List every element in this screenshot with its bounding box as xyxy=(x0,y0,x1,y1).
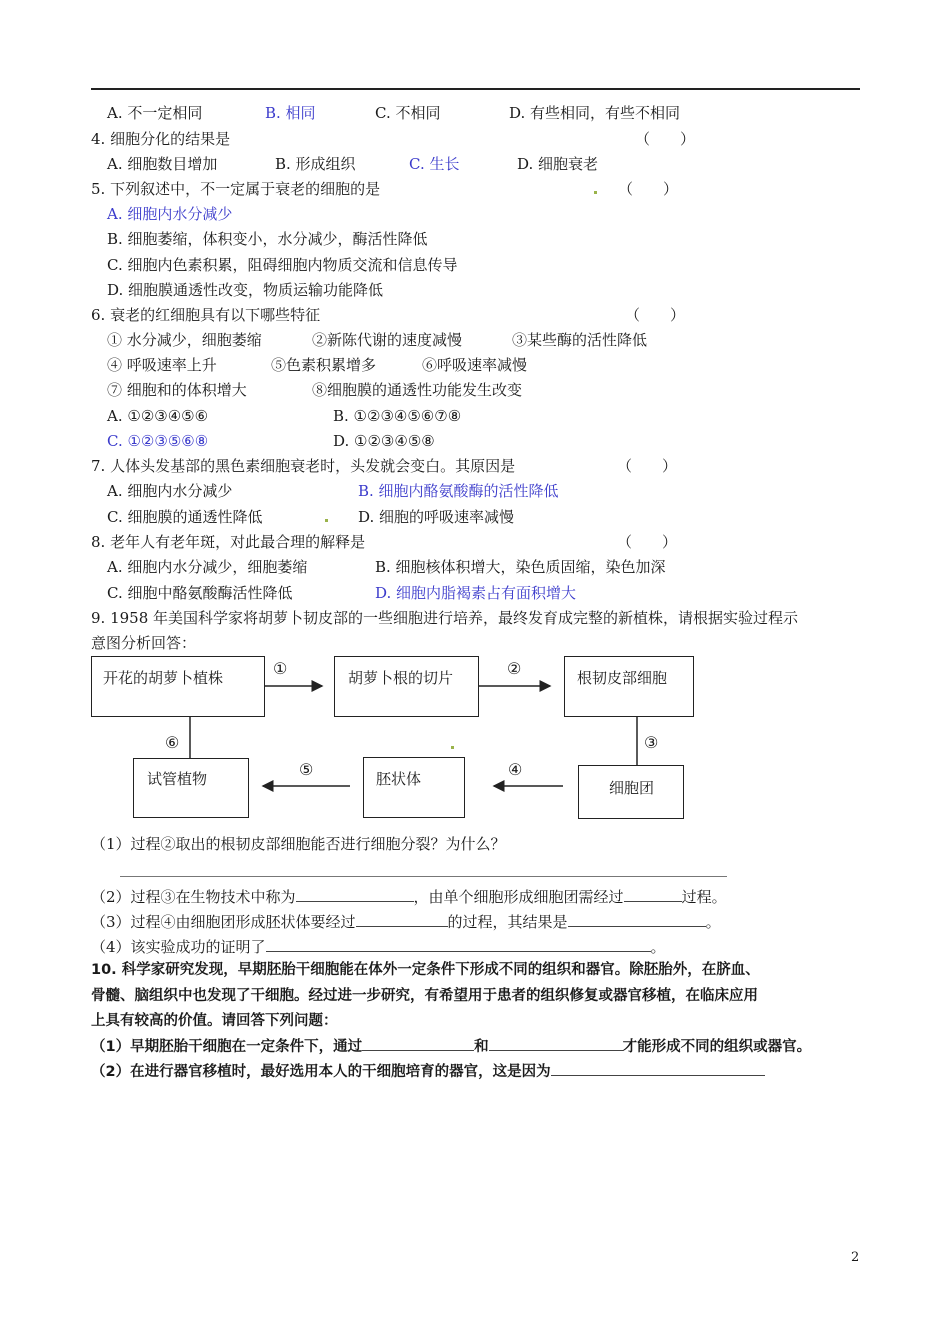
q9-part1-answer-line xyxy=(120,876,727,877)
q3-option-b: B. 相同 xyxy=(265,104,316,122)
q9-stem-line2: 意图分析回答： xyxy=(91,634,197,652)
q10-stem-line3: 上具有较高的价值。请回答下列问题： xyxy=(91,1013,338,1029)
q7-option-c: C. 细胞膜的通透性降低 xyxy=(107,508,263,526)
q7-answer-paren: （ ） xyxy=(617,457,678,475)
q6-feature-5: ⑤色素积累增多 xyxy=(271,356,377,374)
q10-part1-text-c: 才能形成不同的组织或器官。 xyxy=(622,1039,812,1055)
q10-stem-line1: 10. 科学家研究发现，早期胚胎干细胞能在体外一定条件下形成不同的组织和器官。除胚胎外，在脐血、 xyxy=(91,962,760,978)
step-4-marker: ④ xyxy=(508,760,523,779)
q9-part4-text-b: 。 xyxy=(650,938,666,956)
q6-feature-1: ① 水分减少，细胞萎缩 xyxy=(107,331,262,349)
q8-option-b: B. 细胞核体积增大，染色质固缩，染色加深 xyxy=(375,558,666,576)
q8-stem: 8. 老年人有老年斑，对此最合理的解释是 xyxy=(91,533,366,551)
q9-part3-blank-1[interactable] xyxy=(356,911,448,927)
q6-feature-3: ③某些酶的活性降低 xyxy=(512,331,648,349)
step-5-marker: ⑤ xyxy=(299,760,314,779)
box-callus-label: 细胞团 xyxy=(609,779,655,797)
box-root-slice-label: 胡萝卜根的切片 xyxy=(348,669,454,687)
q6-option-a: A. ①②③④⑤⑥ xyxy=(107,407,209,425)
step-1-marker: ① xyxy=(273,659,288,678)
step-6-marker: ⑥ xyxy=(165,733,180,752)
q8-option-a: A. 细胞内水分减少，细胞萎缩 xyxy=(107,558,308,576)
q9-part3-blank-2[interactable] xyxy=(568,911,706,927)
q6-option-d: D. ①②③④⑤⑧ xyxy=(333,432,435,450)
q6-option-b: B. ①②③④⑤⑥⑦⑧ xyxy=(333,407,462,425)
q10-part2-blank[interactable] xyxy=(551,1060,765,1076)
q6-feature-7: ⑦ 细胞和的体积增大 xyxy=(107,381,247,399)
q5-option-b: B. 细胞萎缩，体积变小，水分减少，酶活性降低 xyxy=(107,230,428,248)
q6-feature-4: ④ 呼吸速率上升 xyxy=(107,356,217,374)
q10-part2-text-a: （2）在进行器官移植时，最好选用本人的干细胞培育的器官，这是因为 xyxy=(91,1064,551,1080)
q10-part2 xyxy=(91,1060,765,1082)
q6-feature-2: ②新陈代谢的速度减慢 xyxy=(312,331,463,349)
q3-option-a: A. 不一定相同 xyxy=(107,104,203,122)
q6-feature-6: ⑥呼吸速率减慢 xyxy=(422,356,528,374)
q5-option-d: D. 细胞膜通透性改变，物质运输功能降低 xyxy=(107,281,384,299)
q5-answer-paren: （ ） xyxy=(618,180,679,198)
q9-part3-text-c: 。 xyxy=(705,913,721,931)
q9-part2-text-c: 过程。 xyxy=(681,888,727,906)
q9-part3-text-b: 的过程，其结果是 xyxy=(447,913,568,931)
q9-part3-text-a: （3）过程④由细胞团形成胚状体要经过 xyxy=(91,913,356,931)
q8-option-c: C. 细胞中酪氨酸酶活性降低 xyxy=(107,584,293,602)
q6-option-c: C. ①②③⑤⑥⑧ xyxy=(107,432,209,450)
q9-part2-text-a: （2）过程③在生物技术中称为 xyxy=(91,888,296,906)
box-flowering-carrot-label: 开花的胡萝卜植株 xyxy=(103,669,224,687)
box-test-tube-plant-label: 试管植物 xyxy=(147,770,208,788)
box-phloem-cells-label: 根韧皮部细胞 xyxy=(577,669,668,687)
q7-option-d: D. 细胞的呼吸速率减慢 xyxy=(358,508,515,526)
page-number: 2 xyxy=(851,1250,860,1265)
q6-answer-paren: （ ） xyxy=(625,306,686,324)
q10-part1-text-a: （1）早期胚胎干细胞在一定条件下，通过 xyxy=(91,1039,363,1055)
q5-stem: 5. 下列叙述中，不一定属于衰老的细胞的是 xyxy=(91,180,381,198)
q5-option-a: A. 细胞内水分减少 xyxy=(107,205,233,223)
q9-part2 xyxy=(91,886,727,907)
q9-part2-blank-2[interactable] xyxy=(624,886,682,902)
q4-option-b: B. 形成组织 xyxy=(275,155,356,173)
q4-option-c: C. 生长 xyxy=(409,155,460,173)
q4-stem: 4. 细胞分化的结果是 xyxy=(91,130,231,148)
q5-option-c: C. 细胞内色素积累，阻碍细胞内物质交流和信息传导 xyxy=(107,256,458,274)
box-embryoid-label: 胚状体 xyxy=(376,770,422,788)
q8-answer-paren: （ ） xyxy=(617,533,678,551)
q8-option-d: D. 细胞内脂褐素占有面积增大 xyxy=(375,584,577,602)
q9-part2-text-b: ，由单个细胞形成细胞团需经过 xyxy=(413,888,624,906)
q7-option-a: A. 细胞内水分减少 xyxy=(107,482,233,500)
q6-stem: 6. 衰老的红细胞具有以下哪些特征 xyxy=(91,306,321,324)
q10-part1-blank-2[interactable] xyxy=(489,1035,623,1051)
q10-stem-line2: 骨髓、脑组织中也发现了干细胞。经过进一步研究，有希望用于患者的组织修复或器官移植，在临床应用 xyxy=(91,988,758,1004)
q3-option-d: D. 有些相同，有些不相同 xyxy=(509,104,681,122)
q10-part1 xyxy=(91,1035,811,1057)
q4-option-d: D. 细胞衰老 xyxy=(517,155,599,173)
q9-part4 xyxy=(91,936,666,957)
q9-part2-blank-1[interactable] xyxy=(296,886,414,902)
q9-part1: （1）过程②取出的根韧皮部细胞能否进行细胞分裂？为什么？ xyxy=(91,835,506,853)
step-2-marker: ② xyxy=(507,659,522,678)
q4-option-a: A. 细胞数目增加 xyxy=(107,155,218,173)
q3-option-c: C. 不相同 xyxy=(375,104,441,122)
q10-part1-text-b: 和 xyxy=(474,1039,489,1055)
step-3-marker: ③ xyxy=(644,733,659,752)
q7-stem: 7. 人体头发基部的黑色素细胞衰老时，头发就会变白。其原因是 xyxy=(91,457,516,475)
q9-part4-text-a: （4）该实验成功的证明了 xyxy=(91,938,266,956)
q6-feature-8: ⑧细胞膜的通透性功能发生改变 xyxy=(312,381,523,399)
q9-stem-line1: 9. 1958 年美国科学家将胡萝卜韧皮部的一些细胞进行培养，最终发育成完整的新植株，请根据实验过程示 xyxy=(91,609,799,627)
speck-mark xyxy=(451,746,454,749)
q7-option-b: B. 细胞内酪氨酸酶的活性降低 xyxy=(358,482,559,500)
q9-part3 xyxy=(91,911,721,932)
q4-answer-paren: （ ） xyxy=(635,130,696,148)
q10-part1-blank-1[interactable] xyxy=(362,1035,474,1051)
q9-part4-blank[interactable] xyxy=(266,936,651,952)
